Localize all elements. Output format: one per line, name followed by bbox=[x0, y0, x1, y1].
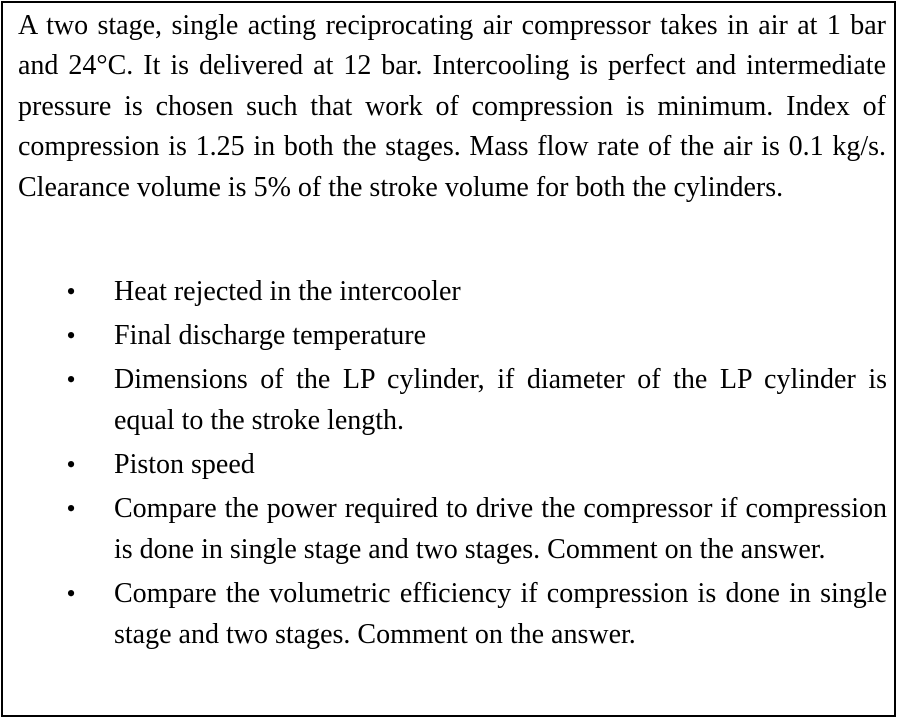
bullet-dot-icon: • bbox=[66, 277, 76, 306]
bullet-dot-icon: • bbox=[66, 579, 76, 608]
task-item-piston-speed bbox=[3, 444, 887, 485]
problem-statement: A two stage, single acting reciprocating air compressor takes in air at 1 bar and 24°C. It is delivered at 12 bar. Intercooling is perfect and intermediate pressure is chosen such that work of compression is minimum. Index of compression is 1.25 in both the stages. Mass flow rate of the air is 0.1 kg/s. Clearance volume is 5% of the stroke volume for both the cylinders. bbox=[18, 10, 886, 203]
bullet-dot-icon: • bbox=[66, 494, 76, 523]
task-item-compare-power bbox=[3, 488, 887, 570]
task-text: Heat rejected in the intercooler bbox=[114, 276, 461, 307]
task-list bbox=[3, 271, 887, 658]
bullet-dot-icon: • bbox=[66, 365, 76, 394]
task-text: Compare the power required to drive the compressor if compression is done in single stage and two stages. Comment on the answer. bbox=[114, 493, 887, 565]
bullet-dot-icon: • bbox=[66, 450, 76, 479]
task-text: Dimensions of the LP cylinder, if diameter of the LP cylinder is equal to the stroke length. bbox=[114, 364, 887, 436]
task-text: Compare the volumetric efficiency if compression is done in single stage and two stages. Comment on the answer. bbox=[114, 578, 887, 650]
document-border bbox=[1, 1, 896, 717]
task-item-compare-volumetric-efficiency bbox=[3, 573, 887, 655]
task-item-lp-cylinder-dimensions bbox=[3, 359, 887, 441]
bullet-dot-icon: • bbox=[66, 321, 76, 350]
task-text: Final discharge temperature bbox=[114, 320, 427, 351]
task-item-heat-rejected bbox=[3, 271, 887, 312]
task-text: Piston speed bbox=[114, 449, 255, 480]
task-item-final-temperature bbox=[3, 315, 887, 356]
